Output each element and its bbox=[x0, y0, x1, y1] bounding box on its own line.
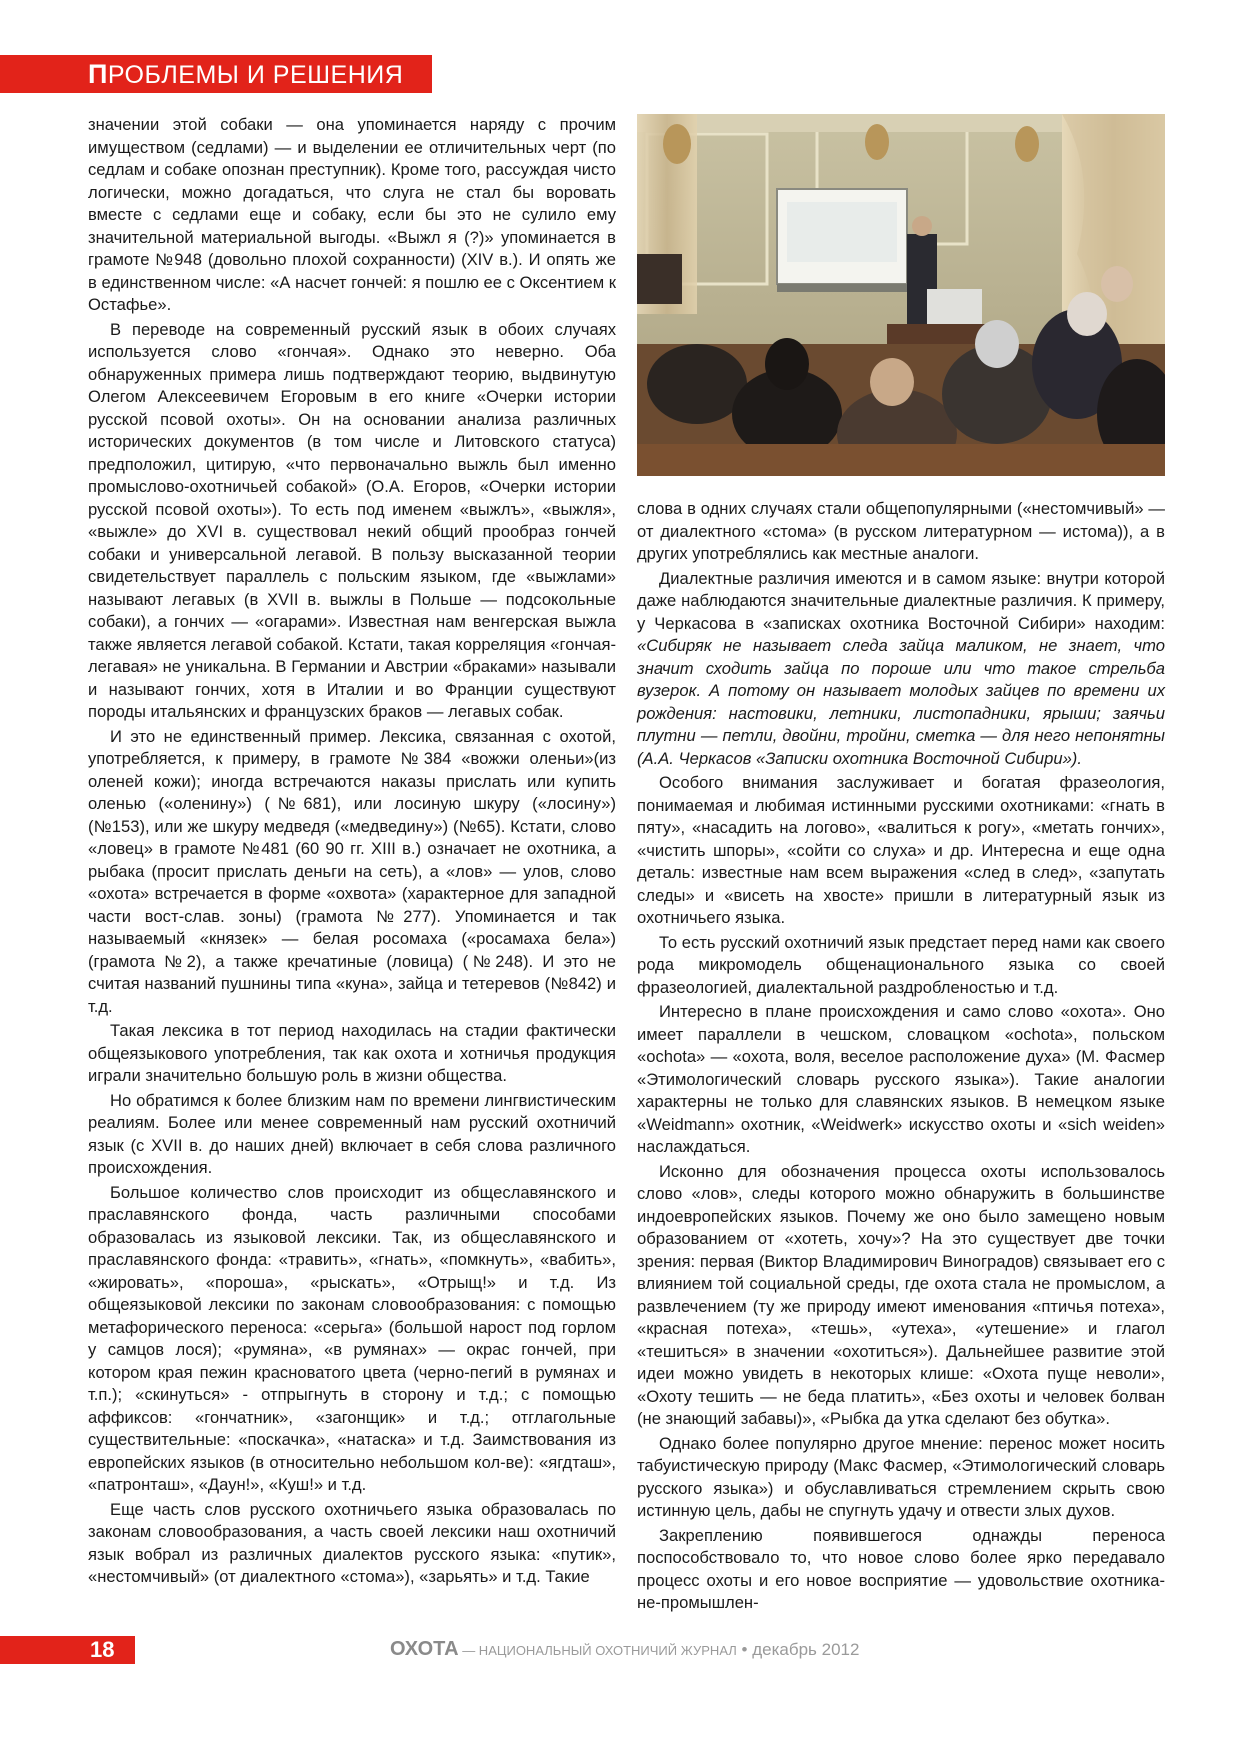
article-right-column bbox=[637, 498, 1165, 1615]
section-title-initial: П bbox=[88, 59, 108, 89]
footer-credit bbox=[390, 1638, 859, 1661]
paragraph-with-quote bbox=[637, 568, 1165, 771]
paragraph: слова в одних случаях стали общепопулярными («нестомчивый» — от диалектного «стома» (в русском литературном — истома)), а в других употреблялись как местные аналоги. bbox=[637, 499, 1165, 563]
paragraph: Исконно для обозначения процесса охоты использовалось слово «лов», следы которого можно обнаружить в большинстве индоевропейских языков. Почему же оно было замещено новым образованием от «хотеть, хочу»? На это существует две точки зрения: первая (Виктор Владимирович Виноградов) связывает его с влиянием той социальной среды, где охота стала не промыслом, а развлечением (ту же природу имеют именования «птичья потеха», «красная потеха», «тешь», «утеха», «утешение» и глагол «тешиться» в значении «охотиться»). Дальнейшее развитие этой идеи можно увидеть в некоторых клише: «Охота пуще неволи», «Охоту тешить — не беда платить», «Без охоты и человек болван (не знающий забавы)», «Рыбка да утка сделают без обутка». bbox=[637, 1161, 1165, 1428]
paragraph: Еще часть слов русского охотничьего языка образовалась по законам словообразования, а часть своей лексики наш охотничий язык вобрал из различных диалектов русского языка: «путик», «нестомчивый» (от диалектного «стома»), «зарьять» и т.д. Такие bbox=[88, 1499, 616, 1586]
paragraph: Большое количество слов происходит из общеславянского и праславянского фонда, часть различными способами образовалась из языковой лексики. Так, из общеславянского и праславянского фонда: «травить», «гнать», «помкнуть», «вабить», «жировать», «пороша», «рыскать», «Отрыщ!» и т.д. Из общеязыковой лексики по законам словообразования: с помощью метафорического переноса: «серьга» (большой нарост под горлом у самцов лося); «румяна», «в румянах» — окрас гончей, при котором края пежин красноватого цвета (черно-пегий в румянах и т.п.); «скинуться» - отпрыгнуть в сторону и т.д.; с помощью аффиксов: «гончатник», «загонщик» и т.д.; отглагольные существительные: «поскачка», «натаска» и т.д. Заимствования из европейских языков (в относительно небольшом кол-ве): «ягдташ», «патронташ», «Даун!», «Куш!» и т.д. bbox=[88, 1182, 616, 1494]
paragraph: То есть русский охотничий язык предстает перед нами как своего рода микромодель общенационального языка со своей фразеологией, диалектальной раздробленостью и т.д. bbox=[637, 932, 1165, 997]
page-number: 18 bbox=[90, 1637, 115, 1662]
paragraph: Такая лексика в тот период находилась на стадии фактически общеязыкового употребления, так как охота и хотничья продукция играли значительно большую роль в жизни общества. bbox=[88, 1021, 616, 1085]
magazine-brand: ОХОТА bbox=[390, 1638, 459, 1660]
issue-date: • декабрь 2012 bbox=[736, 1640, 860, 1659]
paragraph: Однако более популярно другое мнение: перенос может носить табуистическую природу (Макс Фасмер, «Этимологический словарь русского языка») и обуславливаться стремлением скрыть свою истинную цель, дабы не спугнуть удачу и отвести злых духов. bbox=[637, 1433, 1165, 1520]
section-title-rest: РОБЛЕМЫ И РЕШЕНИЯ bbox=[107, 61, 404, 89]
paragraph-text: Диалектные различия имеются и в самом языке: внутри которой даже наблюдаются значительные диалектные различия. К примеру, у Черкасова в «записках охотника Восточной Сибири» находим: bbox=[637, 568, 1165, 633]
conference-photo bbox=[637, 114, 1165, 476]
italic-quote: «Сибиряк не называет следа зайца маликом, не знает, что значит сходить зайца по пороше или что такое стрельба вузерок. А потому он называет молодых зайцев по времени их рождения: настовики, летники, листопадники, ярыши; заячьи плутни — петли, двойни, тройни, сметка — для него непонятны (А.А. Черкасов «Записки охотника Восточной Сибири»). bbox=[637, 636, 1165, 768]
paragraph: И это не единственный пример. Лексика, связанная с охотой, употребляется, к примеру, в грамоте №384 «вожжи оленьи»(из оленей кожи); иногда встречаются наказы прислать или купить оленью («оленину») (№681), или лосиную шкуру («лосину») (№153), или же шкуру медведя («медведину») (№65). Кстати, слово «ловец» в грамоте №481 (60 90 гг. XIII в.) означает не охотника, а рыбака (просит прислать деньги на сеть), а «лов» — улов, слово «охота» встречается в форме «охвота» (характерное для западной части вост-слав. зоны) (грамота №277). Упоминается и так называемый «князек» — белая росомаха («росамаха бела») (грамота №2), а также кречатиные (ловица) (№248). И это не считая названий пушнины типа «куна», зайца и тетеревов (№842) и т.д. bbox=[88, 726, 616, 1016]
paragraph: Закреплению появившегося однажды переноса поспособствовало то, что новое слово более ярко передавало процесс охоты и его новое восприятие — удовольствие охотника-не-промышлен- bbox=[637, 1525, 1165, 1612]
paragraph: Особого внимания заслуживает и богатая фразеология, понимаемая и любимая истинными русскими охотниками: «гнать в пяту», «насадить на логово», «валиться к рогу», «метать гончих», «чистить шпоры», «сойти со слуха» и др. Интересна и еще одна деталь: известные нам всем выражения «след в след», «запутать следы» и «висеть на хвосте» пришли в литературный язык из охотничьего языка. bbox=[637, 773, 1165, 927]
paragraph: Но обратимся к более близким нам по времени лингвистическим реалиям. Более или менее современный нам русский охотничий язык (с XVII в. до наших дней) включает в себя слова различного происхождения. bbox=[88, 1090, 616, 1177]
article-left-column bbox=[88, 114, 616, 1589]
section-title bbox=[88, 59, 403, 90]
paragraph: Интересно в плане происхождения и само слово «охота». Оно имеет параллели в чешском, словацком «ochota», польском «ochota» — «охота, воля, веселое расположение духа» (М. Фасмер «Этимологический словарь русского языка»). Такие аналогии характерны не только для славянских языков. В немецком языке «Weidmann» охотник, «Weidwerk» искусство охоты и «sich weiden» наслаждаться. bbox=[637, 1002, 1165, 1156]
conference-photo-illustration bbox=[637, 114, 1165, 476]
paragraph: В переводе на современный русский язык в обоих случаях используется слово «гончая». Однако это неверно. Оба обнаруженных примера лишь подтверждают теорию, выдвинутую Олегом Алексеевичем Егоровым в его книге «Очерки истории русской псовой охоты». Он на основании анализа различных исторических документов (в том числе и Литовского статуса) предположил, цитирую, «что первоначально выжль был именно промыслово-охотничьей собакой» (О.А. Егоров, «Очерки истории русской псовой охоты»). То есть под именем «выжлъ», «выжля», «выжле» до XVI в. существовал некий общий прообраз гончей собаки и универсальной легавой. В пользу высказанной теории свидетельствует параллель с польским языком, где «выжлами» называют легавых (в XVII в. выжлы в Польше — подсокольные собаки), а гончих — «огарами». Известная нам венгерская выжла также является легавой собакой. Кстати, такая корреляция «гончая-легавая» не уникальна. В Германии и Австрии «браками» называли и называют гончих, хотя в Италии и во Франции существуют породы итальянских и французских браков — легавых собак. bbox=[88, 319, 616, 721]
paragraph: значении этой собаки — она упоминается наряду с прочим имуществом (седлами) — и выделении ее отличительных черт (по седлам и собаке опознан преступник). Кроме того, рассуждая чисто логически, можно догадаться, что слуга не стал бы воровать вместе с седлами еще и собаку, если бы это не сулило ему значительной материальной выгоды. «Выжл я (?)» упоминается в грамоте №948 (довольно плохой сохранности) (XIV в.). И опять же в единственном числе: «А насчет гончей: я пошлю ее с Оксентием к Остафье». bbox=[88, 115, 616, 314]
magazine-tagline: — НАЦИОНАЛЬНЫЙ ОХОТНИЧИЙ ЖУРНАЛ bbox=[458, 1643, 737, 1658]
footer-page-bar bbox=[0, 1636, 135, 1664]
